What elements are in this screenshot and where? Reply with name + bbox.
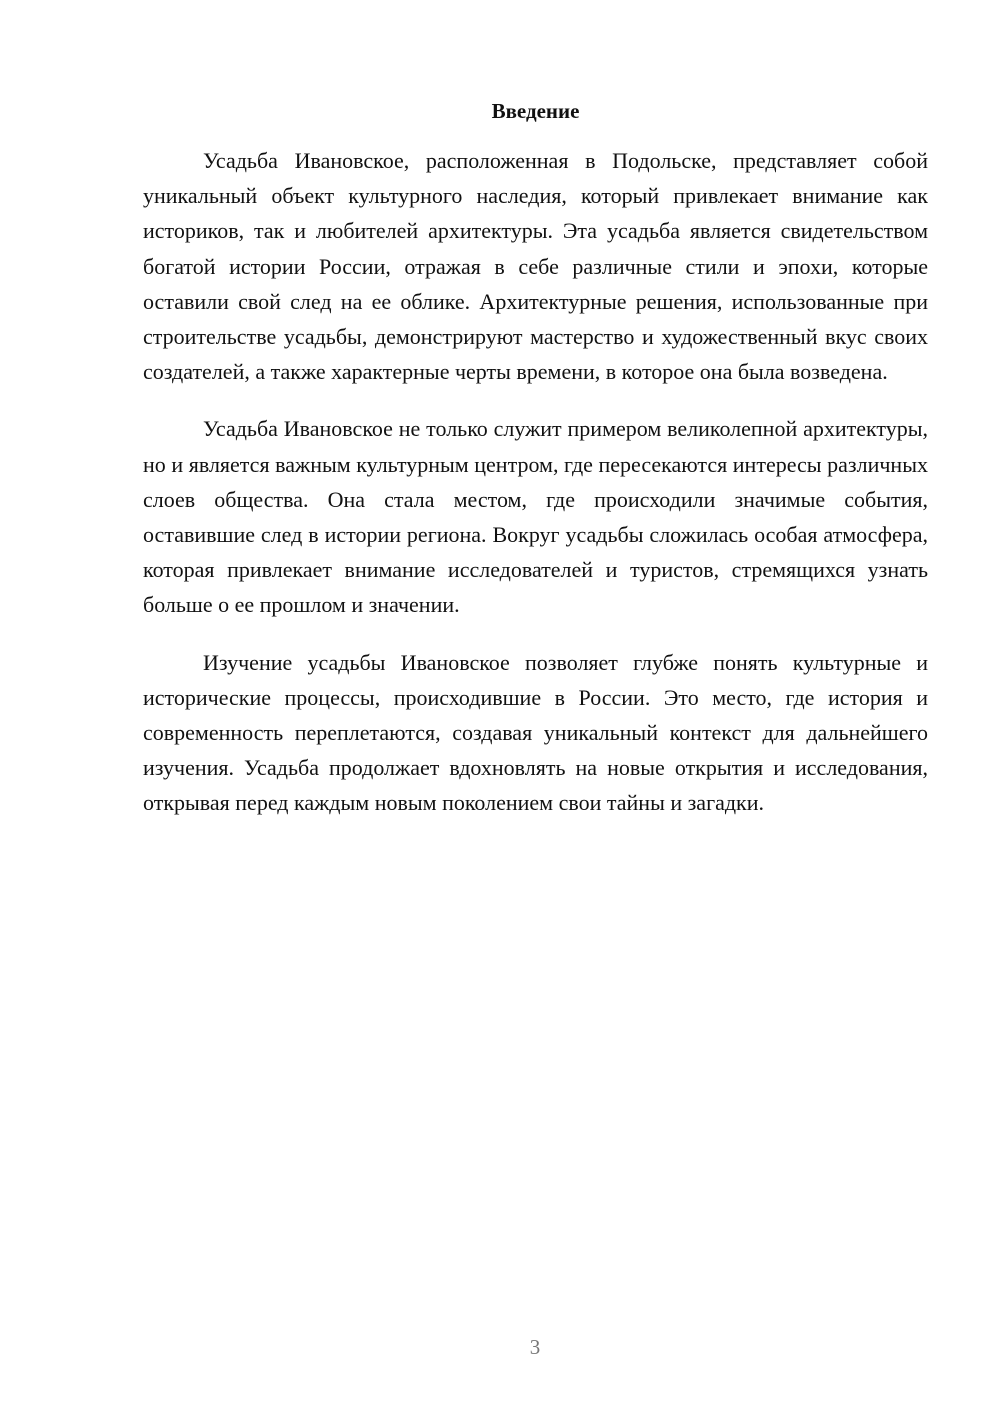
paragraph-2: Усадьба Ивановское не только служит примером великолепной архитектуры, но и является важным культурным центром, где пересекаются интересы различных слоев общества. Она стала местом, где происходили значимые события, оставившие след в истории региона. Вокруг усадьбы сложилась особая атмосфера, которая привлекает внимание исследователей и туристов, стремящихся узнать больше о ее прошлом и значении.	[143, 416, 928, 618]
page-number: 3	[529, 1335, 541, 1359]
paragraph-1: Усадьба Ивановское, расположенная в Подольске, представляет собой уникальный объект культурного наследия, который привлекает внимание как историков, так и любителей архитектуры. Эта усадьба является свидетельством богатой истории России, отражая в себе различные стили и эпохи, которые оставили свой след на ее облике. Архитектурные решения, использованные при строительстве усадьбы, демонстрируют мастерство и художественный вкус своих создателей, а также характерные черты времени, в которое она была возведена.	[143, 148, 928, 385]
page-title: Введение	[491, 99, 580, 123]
paragraph-3: Изучение усадьбы Ивановское позволяет глубже понять культурные и исторические процессы, происходившие в России. Это место, где история и современность переплетаются, создавая уникальный контекст для дальнейшего изучения. Усадьба продолжает вдохновлять на новые открытия и исследования, открывая перед каждым новым поколением свои тайны и загадки.	[143, 649, 928, 816]
body-text	[143, 143, 928, 843]
